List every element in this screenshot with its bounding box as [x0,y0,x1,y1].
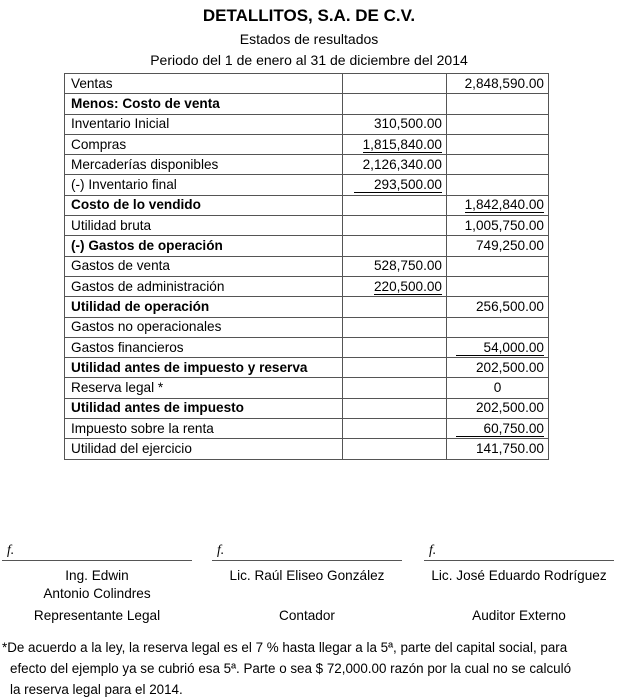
detail-amount [343,94,447,114]
signature-line: f. [2,540,192,561]
detail-amount [343,195,447,215]
detail-amount [343,378,447,398]
row-label [65,134,343,154]
detail-amount [343,337,447,357]
table-row [65,439,549,459]
row-label [65,155,343,175]
total-amount [447,155,549,175]
row-label [65,297,343,317]
detail-amount [343,236,447,256]
total-amount [447,297,549,317]
row-label [65,317,343,337]
table-row [65,297,549,317]
row-label [65,419,343,439]
row-label-value: Gastos de administración [71,278,225,294]
row-label-value: Utilidad antes de impuesto y reserva [71,359,308,375]
total-amount [447,439,549,459]
row-label [65,337,343,357]
table-row [65,256,549,276]
total-amount-value: 0 [493,380,502,396]
row-label [65,398,343,418]
table-row [65,276,549,296]
detail-amount [343,134,447,154]
row-label-value: (-) Inventario final [71,177,177,193]
table-row [65,94,549,114]
row-label-value: Impuesto sobre la renta [71,420,214,436]
total-amount [447,74,549,94]
signer-name: Lic. Raúl Eliseo González [229,568,385,583]
table-row [65,134,549,154]
footnote-line: la reserva legal para el 2014. [10,682,183,697]
signature-legal-representative [2,540,192,623]
footnote [2,637,614,700]
total-amount [447,337,549,357]
total-amount-value: 1,842,840.00 [464,197,544,213]
detail-amount-value: 310,500.00 [373,116,442,132]
row-label-value: Utilidad antes de impuesto [71,400,244,416]
total-amount [447,195,549,215]
row-label-value: Gastos de venta [71,258,170,274]
total-amount [447,419,549,439]
total-amount [447,398,549,418]
total-amount-value: 1,005,750.00 [464,217,544,233]
signer-role: Representante Legal [33,608,161,623]
detail-amount [343,114,447,134]
row-label-value: Compras [71,136,127,152]
detail-amount-value: 528,750.00 [373,258,442,274]
table-row [65,155,549,175]
row-label-value: Ventas [71,75,113,91]
row-label-value: Costo de lo vendido [71,197,201,213]
detail-amount-value: 293,500.00 [354,177,442,193]
total-amount-value: 749,250.00 [475,238,544,254]
total-amount [447,256,549,276]
row-label [65,94,343,114]
total-amount-value: 141,750.00 [475,440,544,456]
row-label-value: Gastos no operacionales [71,319,222,335]
detail-amount-value: 2,126,340.00 [362,156,442,172]
table-row [65,236,549,256]
detail-amount [343,398,447,418]
table-row [65,114,549,134]
row-label [65,358,343,378]
total-amount-value: 202,500.00 [475,359,544,375]
detail-amount [343,419,447,439]
statement-title: Estados de resultados [239,31,379,47]
row-label [65,276,343,296]
table-row [65,195,549,215]
detail-amount [343,297,447,317]
row-label-value: Utilidad bruta [71,217,152,233]
row-label-value: (-) Gastos de operación [71,238,223,254]
signature-line: f. [424,540,614,561]
row-label-value: Utilidad de operación [71,298,210,314]
company-name: DETALLITOS, S.A. DE C.V. [202,6,416,25]
detail-amount [343,358,447,378]
total-amount [447,236,549,256]
total-amount [447,276,549,296]
detail-amount [343,74,447,94]
footnote-line: efecto del ejemplo ya se cubrió esa 5ª. Parte o sea $ 72,000.00 razón por la cual no se calculó [10,661,572,676]
table-row [65,317,549,337]
table-row [65,337,549,357]
total-amount [447,216,549,236]
table-row [65,419,549,439]
footnote-line: *De acuerdo a la ley, la reserva legal es el 7 % hasta llegar a la 5ª, parte del capital social, para [2,640,568,655]
signer-name: Lic. José Eduardo Rodríguez [431,568,607,583]
detail-amount-value: 220,500.00 [373,278,442,294]
detail-amount [343,155,447,175]
detail-amount [343,256,447,276]
row-label [65,74,343,94]
detail-amount [343,317,447,337]
row-label [65,175,343,195]
total-amount-value: 60,750.00 [456,421,544,437]
row-label [65,195,343,215]
row-label-value: Menos: Costo de venta [71,95,220,111]
income-statement-table [64,73,549,460]
detail-amount [343,175,447,195]
table-row [65,175,549,195]
detail-amount [343,439,447,459]
row-label [65,256,343,276]
table-row [65,216,549,236]
total-amount [447,114,549,134]
signature-accountant [212,540,402,623]
table-row [65,398,549,418]
table-row [65,358,549,378]
total-amount [447,378,549,398]
statement-period: Periodo del 1 de enero al 31 de diciembre del 2014 [150,52,468,68]
signature-line: f. [212,540,402,561]
signature-auditor [424,540,614,623]
table-row [65,74,549,94]
detail-amount [343,216,447,236]
row-label [65,236,343,256]
row-label-value: Inventario Inicial [71,116,170,132]
table-row [65,378,549,398]
total-amount-value: 256,500.00 [475,298,544,314]
total-amount [447,94,549,114]
total-amount [447,134,549,154]
detail-amount-value: 1,815,840.00 [362,136,442,152]
signer-name: Ing. Edwin Antonio Colindres [43,568,151,601]
total-amount-value: 2,848,590.00 [464,75,544,91]
total-amount [447,317,549,337]
row-label-value: Gastos financieros [71,339,184,355]
total-amount-value: 54,000.00 [456,340,544,356]
row-label [65,378,343,398]
total-amount-value: 202,500.00 [475,400,544,416]
row-label [65,439,343,459]
signer-role: Contador [279,608,335,623]
row-label-value: Mercaderías disponibles [71,156,219,172]
row-label-value: Reserva legal * [71,380,164,396]
row-label [65,216,343,236]
total-amount [447,175,549,195]
total-amount [447,358,549,378]
row-label-value: Utilidad del ejercicio [71,440,192,456]
row-label [65,114,343,134]
signer-role: Auditor Externo [472,608,566,623]
detail-amount [343,276,447,296]
